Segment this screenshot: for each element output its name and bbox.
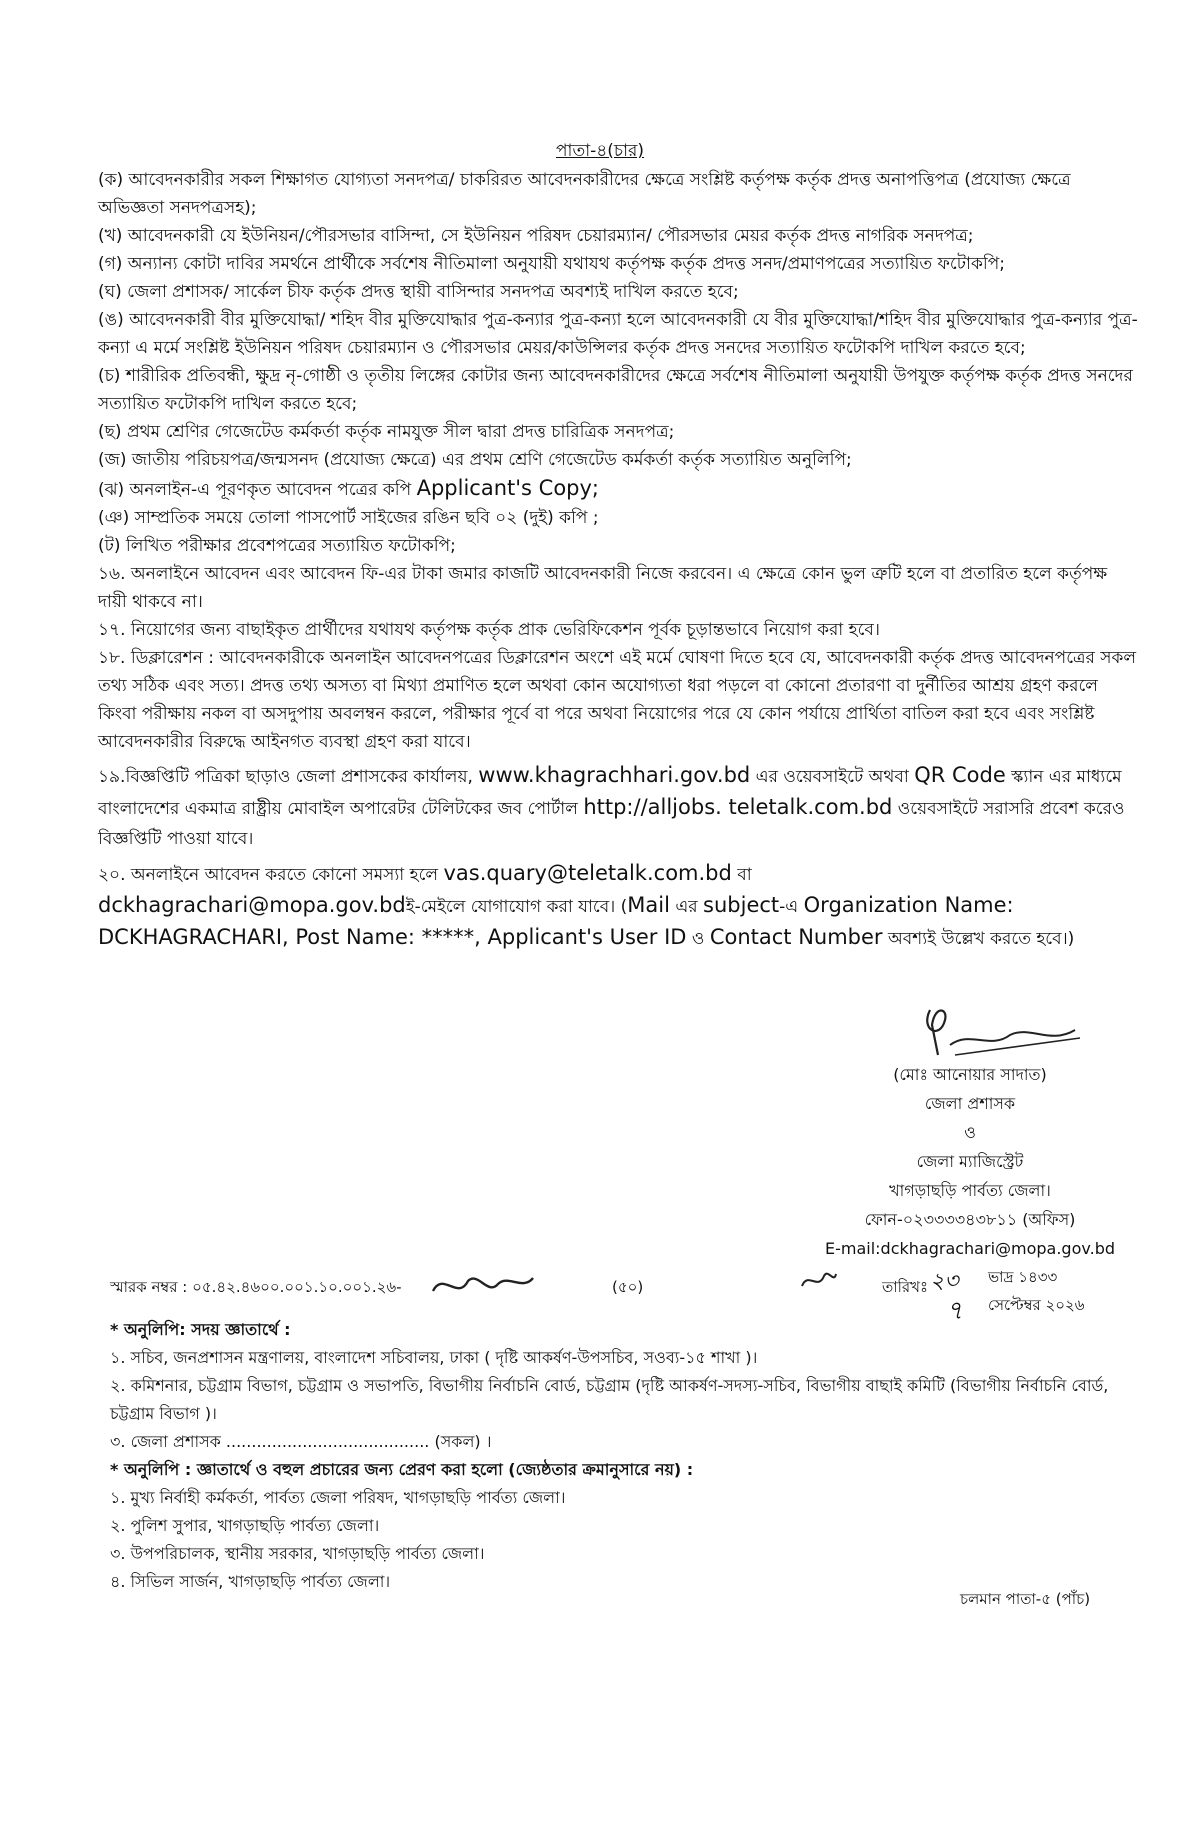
date-month-bangla: ভাদ্র ১৪৩৩: [988, 1268, 1058, 1286]
list-item: (ঘ) জেলা প্রশাসক/ সার্কেল চীফ কর্তৃক প্রদত্ত স্থায়ী বাসিন্দার সনদপত্র অবশ্যই দাখিল করতে হবে;: [98, 282, 739, 302]
list-item: (গ) অন্যান্য কোটা দাবির সমর্থনে প্রার্থীকে সর্বশেষ নীতিমালা অনুযায়ী যথাযথ কর্তৃপক্ষ কর্তৃক প্রদত্ত সনদ/প্রমাণপত্রের সত্যায়িত ফটোকপি;: [98, 254, 1005, 274]
memo-number-label: স্মারক নম্বর : ০৫.৪২.৪৬০০.০০১.১০.০০১.২৬-: [110, 1278, 402, 1296]
list-item: (ঞ) সাম্প্রতিক সময়ে তোলা পাসপোর্ট সাইজের রঙিন ছবি ০২ (দুই) কপি ;: [98, 508, 599, 528]
list-item: ২. পুলিশ সুপার, খাগড়াছড়ি পার্বত্য জেলা।: [110, 1516, 380, 1535]
initials-icon: [798, 1266, 838, 1296]
signatory-title-2: জেলা ম্যাজিস্ট্রেট: [916, 1152, 1024, 1171]
list-item: ১৮. ডিক্লারেশন : আবেদনকারীকে অনলাইন আবেদনপত্রের ডিক্লারেশন অংশে এই মর্মে ঘোষণা দিতে হবে যে, আবেদনকারী কর্তৃক প্রদত্ত আবেদনপত্রের সকল তথ্য সঠিক এবং সত্য। প্রদত্ত তথ্য অসত্য বা মিথ্যা প্রমাণিত হলে অথবা কোন অযোগ্যতা ধরা পড়লে বা কোনো প্রতারণা বা দুর্নীতির আশ্রয় গ্রহণ করলে কিংবা পরীক্ষায় নকল বা অসদুপায় অবলম্বন করলে, পরীক্ষার পূর্বে বা পরে অথবা নিয়োগের পরে যে কোন পর্যায়ে প্রার্থিতা বাতিল করা হবে এবং সংশ্লিষ্ট আবেদনকারীর বিরুদ্ধে আইনগত ব্যবস্থা গ্রহণ করা যাবে।: [98, 648, 1137, 752]
continued-page-note: চলমান পাতা-৫ (পাঁচ): [960, 1590, 1091, 1608]
item20-text-f: ও: [686, 929, 710, 949]
date-day-bangla: ২৩: [930, 1269, 959, 1294]
list-item-20: [98, 858, 1138, 954]
list-item: (ঙ) আবেদনকারী বীর মুক্তিযোদ্ধা/ শহিদ বীর মুক্তিযোদ্ধার পুত্র-কন্যার পুত্র-কন্যা হলে আবেদনকারী যে বীর মুক্তিযোদ্ধা/শহিদ বীর মুক্তিযোদ্ধার পুত্র-কন্যার পুত্র-কন্যা এ মর্মে সংশ্লিষ্ট ইউনিয়ন পরিষদ চেয়ারম্যান ও পৌরসভার মেয়র/কাউন্সিলর কর্তৃক প্রদত্ত সনদের সত্যায়িত ফটোকপি দাখিল করতে হবে;: [98, 310, 1138, 358]
signatory-email: E-mail:dckhagrachari@mopa.gov.bd: [824, 1239, 1115, 1258]
list-item: (খ) আবেদনকারী যে ইউনিয়ন/পৌরসভার বাসিন্দা, সে ইউনিয়ন পরিষদ চেয়ারম্যান/ পৌরসভার মেয়র কর্তৃক প্রদত্ত নাগরিক সনদপত্র;: [98, 226, 974, 246]
signatory-name: (মোঃ আনোয়ার সাদাত): [893, 1065, 1047, 1084]
qr-code-text: QR Code: [914, 763, 1006, 787]
list-item: ৩. উপপরিচালক, স্থানীয় সরকার, খাগড়াছড়ি পার্বত্য জেলা।: [110, 1544, 485, 1563]
job-portal-link[interactable]: http://alljobs. teletalk.com.bd: [583, 795, 893, 819]
list-item: (চ) শারীরিক প্রতিবন্ধী, ক্ষুদ্র নৃ-গোষ্ঠী ও তৃতীয় লিঙ্গের কোটার জন্য আবেদনকারীদের ক্ষেত্রে সর্বশেষ নীতিমালা অনুযায়ী উপযুক্ত কর্তৃপক্ষ কর্তৃক প্রদত্ত সনদের সত্যায়িত ফটোকপি দাখিল করতে হবে;: [98, 366, 1133, 414]
list-item: (ট) লিখিত পরীক্ষার প্রবেশপত্রের সত্যায়িত ফটোকপি;: [98, 536, 456, 556]
copy-heading: * অনুলিপি : জ্ঞাতার্থে ও বহুল প্রচারের জন্য প্রেরণ করা হলো (জ্যেষ্ঠতার ক্রমানুসারে নয়) :: [110, 1460, 694, 1479]
date-month-english: সেপ্টেম্বর ২০২৬: [988, 1296, 1085, 1314]
item19-text-c: স্ক্যান এর মাধ্যমে বাংলাদেশের একমাত্র রাষ্ট্রীয় মোবাইল অপারেটর টেলিটকের জব পোর্টাল: [98, 767, 1122, 819]
item20-text-g: অবশ্যই উল্লেখ করতে হবে।): [882, 929, 1075, 949]
and-text: ও: [964, 1123, 976, 1142]
dc-email-link[interactable]: dckhagrachari@mopa.gov.bd: [98, 893, 406, 917]
document-body: [98, 166, 1138, 954]
distribution-list: [110, 1316, 1130, 1596]
website-link[interactable]: www.khagrachhari.gov.bd: [478, 763, 751, 787]
page-number: পাতা-৪(চার): [555, 141, 645, 161]
list-item: [98, 474, 1138, 504]
list-item: ১. মুখ্য নির্বাহী কর্মকর্তা, পার্বত্য জেলা পরিষদ, খাগড়াছড়ি পার্বত্য জেলা।: [110, 1488, 566, 1507]
date-label: তারিখঃ: [882, 1278, 928, 1296]
signatory-district: খাগড়াছড়ি পার্বত্য জেলা।: [889, 1181, 1051, 1200]
list-item: ৪. সিভিল সার্জন, খাগড়াছড়ি পার্বত্য জেলা।: [110, 1572, 391, 1591]
list-item: ১. সচিব, জনপ্রশাসন মন্ত্রণালয়, বাংলাদেশ সচিবালয়, ঢাকা ( দৃষ্টি আকর্ষণ-উপসচিব, সওব্য-১৫ শাখা )।: [110, 1348, 758, 1367]
signatory-title: জেলা প্রশাসক: [924, 1094, 1016, 1113]
memo-code: (৫০): [612, 1278, 644, 1296]
list-item-19: [98, 760, 1138, 854]
item20-text-c: ই-মেইলে যোগাযোগ করা যাবে। (: [405, 897, 628, 917]
list-item: ১৭. নিয়োগের জন্য বাছাইকৃত প্রার্থীদের যথাযথ কর্তৃপক্ষ কর্তৃক প্রাক ভেরিফিকেশন পূর্বক চূড়ান্তভাবে নিয়োগ করা হবে।: [98, 620, 880, 640]
list-item: ২. কমিশনার, চট্টগ্রাম বিভাগ, চট্টগ্রাম ও সভাপতি, বিভাগীয় নির্বাচনি বোর্ড, চট্টগ্রাম (দৃষ্টি আকর্ষণ-সদস্য-সচিব, বিভাগীয় বাছাই কমিটি (বিভাগীয় নির্বাচনি বোর্ড, চট্টগ্রাম বিভাগ )।: [110, 1376, 1109, 1423]
list-item: (জ) জাতীয় পরিচয়পত্র/জন্মসনদ (প্রযোজ্য ক্ষেত্রে) এর প্রথম শ্রেণি গেজেটেড কর্মকর্তা কর্তৃক সত্যায়িত অনুলিপি;: [98, 450, 852, 470]
subject-text: subject: [703, 893, 780, 917]
signatory-details: [800, 1060, 1140, 1263]
item20-text-e: -এ: [779, 897, 804, 917]
item20-text-d: এর: [669, 897, 704, 917]
copy-heading: * অনুলিপি: সদয় জ্ঞাতার্থে :: [110, 1320, 291, 1339]
handwritten-memo-number-icon: [428, 1266, 538, 1306]
item19-text-a: ১৯.বিজ্ঞপ্তিটি পত্রিকা ছাড়াও জেলা প্রশাসকের কার্যালয়,: [98, 767, 479, 787]
list-item: (ছ) প্রথম শ্রেণির গেজেটেড কর্মকর্তা কর্তৃক নামযুক্ত সীল দ্বারা প্রদত্ত চারিত্রিক সনদপত্র;: [98, 422, 675, 442]
signatory-phone: ফোন-০২৩৩৩৩৪৩৮১১ (অফিস): [864, 1210, 1076, 1229]
list-item: (ক) আবেদনকারীর সকল শিক্ষাগত যোগ্যতা সনদপত্র/ চাকরিরত আবেদনকারীদের ক্ষেত্রে সংশ্লিষ্ট কর্তৃপক্ষ কর্তৃক প্রদত্ত অনাপত্তিপত্র (প্রযোজ্য ক্ষেত্রে অভিজ্ঞতা সনদপত্রসহ);: [98, 170, 1071, 218]
applicant-copy-text: Applicant's Copy;: [416, 476, 599, 500]
list-item: ৩. জেলা প্রশাসক ........................................ (সকল) ।: [110, 1432, 492, 1451]
contact-number-text: Contact Number: [709, 925, 883, 949]
item20-text-b: বা: [731, 865, 752, 885]
mail-text: Mail: [627, 893, 670, 917]
list-item: ১৬. অনলাইনে আবেদন এবং আবেদন ফি-এর টাকা জমার কাজটি আবেদনকারী নিজে করবেন। এ ক্ষেত্রে কোন ভুল ত্রুটি হলে বা প্রতারিত হলে কর্তৃপক্ষ দায়ী থাকবে না।: [98, 564, 1108, 612]
support-email-link[interactable]: vas.quary@teletalk.com.bd: [443, 861, 732, 885]
item-text: (ঝ) অনলাইন-এ পূরণকৃত আবেদন পত্রের কপি: [98, 480, 417, 500]
date-day-english: ৭: [946, 1296, 963, 1326]
item19-text-b: এর ওয়েবসাইটে অথবা: [750, 767, 915, 787]
item19-text-d: ওয়েবসাইটে সরাসরি প্রবেশ করেও বিজ্ঞপ্তিটি পাওয়া যাবে।: [98, 799, 1125, 849]
organization-text: Organization Name: DCKHAGRACHARI, Post Name: *****, Applicant's User ID: [98, 893, 1014, 949]
item20-text-a: ২০. অনলাইনে আবেদন করতে কোনো সমস্যা হলে: [98, 865, 444, 885]
